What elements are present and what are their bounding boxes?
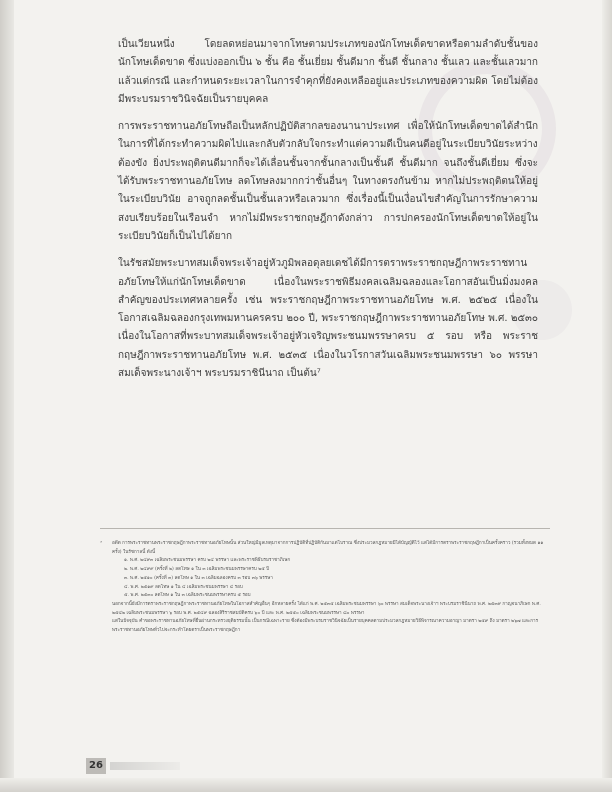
footnote-list-item: ๓. พ.ศ. ๒๕๑๐ (ครั้งที่ ๓) ลดโทษ ๑ ใน ๓ เฉลิมฉลองครบ ๓ รอบ ๓๖ พรรษา [124,575,273,581]
footnote-intro: อดีต การพระราชทานพระราชกฤษฎีกาพระราชทานอภัยโทษนั้น ส่วนใหญ่มีมูลเหตุมาจากการปฏิบัติที่ปฏิบัติกันมาแต่โบราณ ซึ่งประมวลกฎหมายมิได้บัญญัติไว้ แต่ได้มีการตราพระราชกฤษฎีกาเป็นครั้งคราว (รวมทั้งหมด ๑๑ ครั้ง) ในรัชกาลนี้ ดังนี้ [112,541,544,555]
footnote-list-item: ๒. พ.ศ. ๒๔๙๙ (ครั้งที่ ๒) ลดโทษ ๑ ใน ๓ เฉลิมพระชนมพรรษาครบ ๒๕ ปี [124,567,270,573]
footer-mark [110,762,180,770]
footnote-7 [100,540,552,636]
page-shadow-bottom [0,778,612,792]
footnotes [100,540,552,636]
footnote-mark: ⁷ [100,541,103,547]
paragraph-2: การพระราชทานอภัยโทษถือเป็นหลักปฏิบัติสากลของนานาประเทศ เพื่อให้นักโทษเด็ดขาดได้สำนึกในการที่ได้กระทำความผิดไปและกลับตัวกลับใจกระทำแต่ความดีเป็นคนดีอยู่ในระเบียบวินัยระหว่างต้องขัง ยิ่งประพฤติตนดีมากก็จะได้เลื่อนชั้นจากชั้นกลางเป็นชั้นดี ชั้นดีมาก จนถึงชั้นดีเยี่ยม ซึ่งจะได้รับพระราชทานอภัยโทษ ลดโทษลงมากกว่าชั้นอื่นๆ ในทางตรงกันข้าม หากไม่ประพฤติตนให้อยู่ในระเบียบวินัย อาจถูกลดชั้นเป็นชั้นเลวหรือเลวมาก ซึ่งเรื่องนี้เป็นเงื่อนไขสำคัญในการรักษาความสงบเรียบร้อยในเรือนจำ หากไม่มีพระราชกฤษฎีกาดังกล่าว การปกครองนักโทษเด็ดขาดให้อยู่ในระเบียบวินัยก็เป็นไปได้ยาก [118,121,538,242]
footnote-body [112,540,552,636]
footnote-paragraph-2: แต่ในปัจจุบัน คำขอพระราชทานอภัยโทษที่ยื่นผ่านกระทรวงยุติธรรมนั้น เป็นกรณีเฉพาะราย ซึ่งต้องมีพระบรมราชวินิจฉัยเป็นรายบุคคลตามประมวลกฎหมายวิธีพิจารณาความอาญา มาตรา ๒๕๙ ถึง มาตรา ๒๖๗ และการพระราชทานอภัยโทษทั่วไปจะกระทำโดยตราเป็นพระราชกฤษฎีกา [112,619,539,634]
footnote-paragraph-1: นอกจากนี้ยังมีการตราพระราชกฤษฎีกาพระราชทานอภัยโทษในโอกาสสำคัญอื่นๆ อีกหลายครั้ง ได้แก่ พ.ศ. ๒๕๓๕ เฉลิมพระชนมพรรษา ๖๐ พรรษา สมเด็จพระนางเจ้าฯ พระบรมราชินีนาถ พ.ศ. ๒๕๓๙ กาญจนาภิเษก พ.ศ. ๒๕๔๒ เฉลิมพระชนมพรรษา ๖ รอบ พ.ศ. ๒๕๔๙ ฉลองสิริราชสมบัติครบ ๖๐ ปี และ พ.ศ. ๒๕๕๐ เฉลิมพระชนมพรรษา ๘๐ พรรษา [112,601,541,616]
page-number: 26 [86,758,106,774]
footnote-list-item: ๔. พ.ศ. ๒๕๑๙ ลดโทษ ๑ ใน ๔ เฉลิมพระชนมพรรษา ๔ รอบ [124,584,243,590]
page-shadow-right [602,0,612,792]
footnote-list-item: ๕. พ.ศ. ๒๕๓๐ ลดโทษ ๑ ใน ๓ เฉลิมพระชนมพรรษาครบ ๕ รอบ [124,593,251,599]
paragraph-3: ในรัชสมัยพระบาทสมเด็จพระเจ้าอยู่หัวภูมิพลอดุลยเดชได้มีการตราพระราชกฤษฎีกาพระราชทานอภัยโทษให้แก่นักโทษเด็ดขาด เนื่องในพระราชพิธีมงคลเฉลิมฉลองและโอกาสอันเป็นมิ่งมงคลสำคัญของประเทศหลายครั้ง เช่น พระราชกฤษฎีกาพระราชทานอภัยโทษ พ.ศ. ๒๕๒๕ เนื่องในโอกาสเฉลิมฉลองกรุงเทพมหานครครบ ๒๐๐ ปี, พระราชกฤษฎีกาพระราชทานอภัยโทษ พ.ศ. ๒๕๓๐ เนื่องในโอกาสที่พระบาทสมเด็จพระเจ้าอยู่หัวเจริญพระชนมพรรษาครบ ๕ รอบ หรือ พระราชกฤษฎีกาพระราชทานอภัยโทษ พ.ศ. ๒๕๓๕ เนื่องในวโรกาสวันเฉลิมพระชนมพรรษา ๖๐ พรรษา สมเด็จพระนางเจ้าฯ พระบรมราชินีนาถ เป็นต้น⁷ [118,258,538,380]
footnote-divider [100,528,550,529]
body-text [118,36,538,392]
page-shadow-left [0,0,14,792]
footnote-list [124,557,552,601]
footnote-list-item: ๑. พ.ศ. ๒๔๙๓ เฉลิมพระชนมพรรษา ครบ ๒๔ พรรษา และพระราชพิธีบรมราชาภิเษก [124,558,291,564]
paragraph-1: เป็นเวียนหนึ่ง โดยลดหย่อนมาจากโทษตามประเภทของนักโทษเด็ดขาดหรือตามลำดับชั้นของนักโทษเด็ดขาด ซึ่งแบ่งออกเป็น ๖ ชั้น คือ ชั้นเยี่ยม ชั้นดีมาก ชั้นดี ชั้นกลาง ชั้นเลว และชั้นเลวมาก แล้วแต่กรณี และกำหนดระยะเวลาในการจำคุกที่ยังคงเหลืออยู่และประเภทของความผิด โดยไม่ต้องมีพระบรมราชวินิจฉัยเป็นรายบุคคล [118,39,538,105]
